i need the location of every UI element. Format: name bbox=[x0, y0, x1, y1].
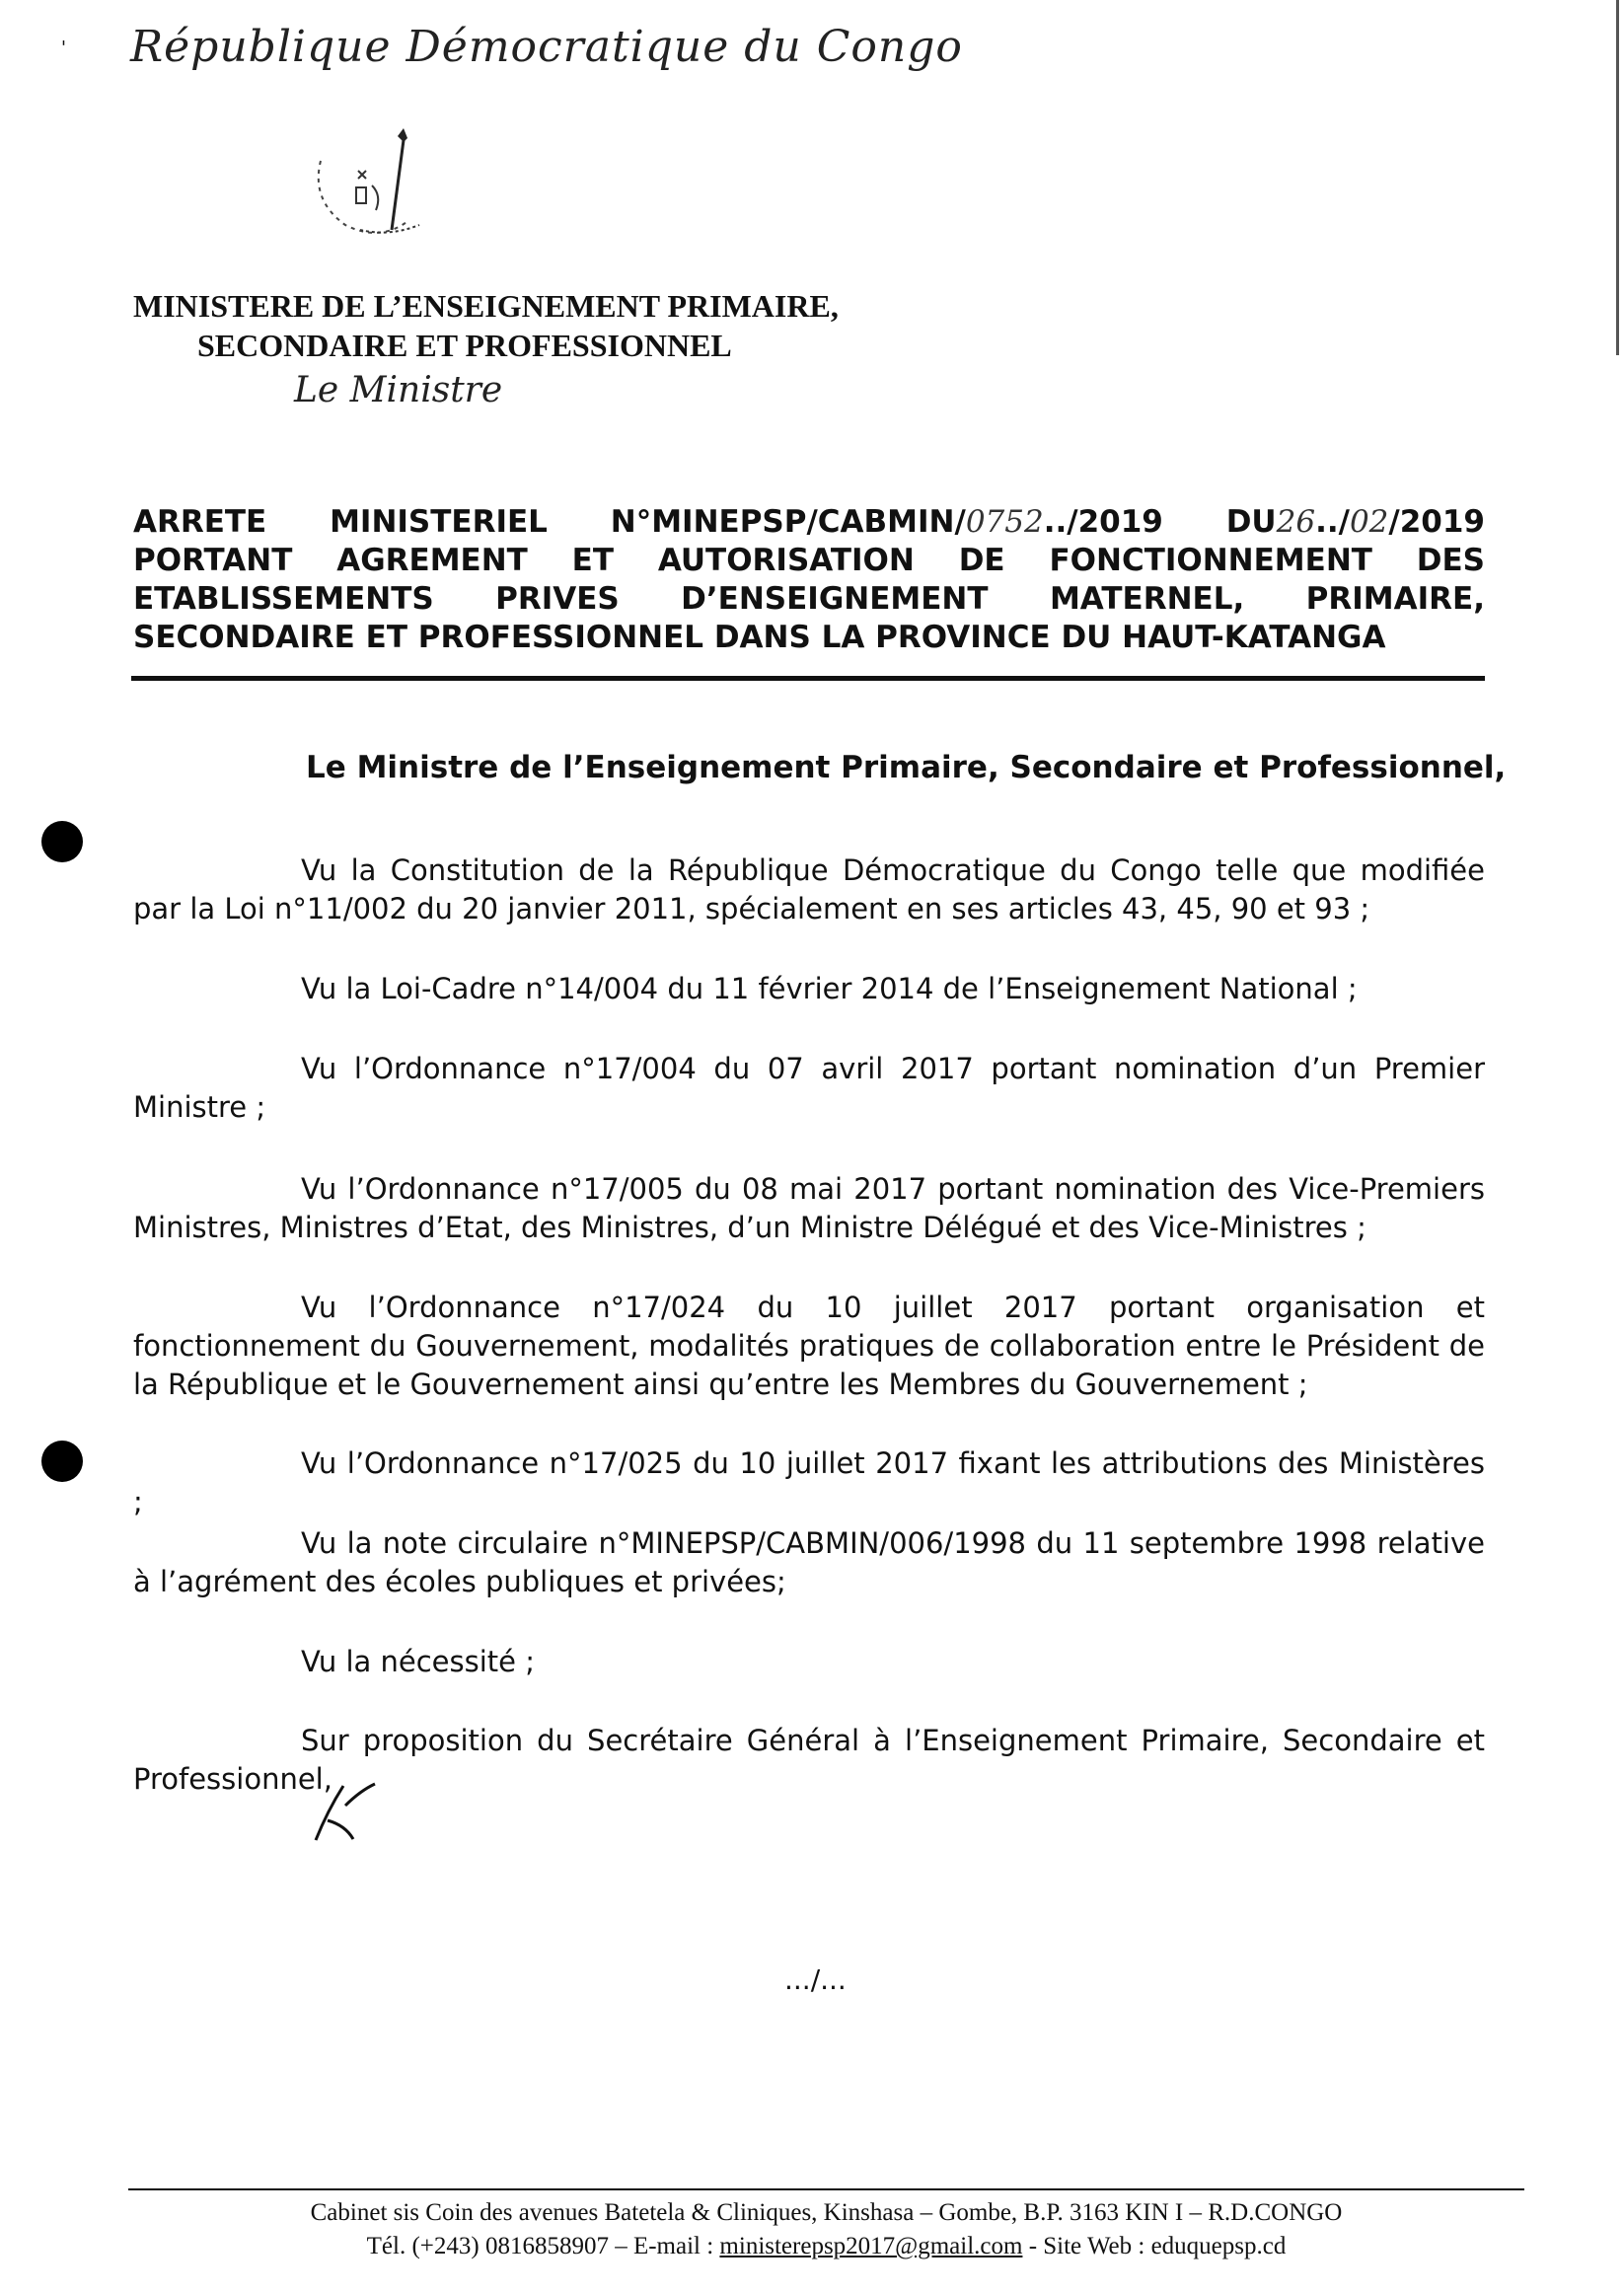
hole-punch-mark bbox=[41, 1441, 83, 1482]
republic-name: République Démocratique du Congo bbox=[130, 22, 963, 72]
hole-punch-mark bbox=[41, 821, 83, 862]
footer-contact: Tél. (+243) 0816858907 – E-mail : ministerepsp2017@gmail.com - Site Web : eduquepsp.cd bbox=[366, 2233, 1287, 2259]
ministry-name bbox=[133, 286, 839, 365]
minister-heading: Le Ministre de l’Enseignement Primaire, Secondaire et Professionnel, bbox=[306, 750, 1507, 785]
ministry-line-2: SECONDAIRE ET PROFESSIONNEL bbox=[197, 328, 732, 363]
scan-edge bbox=[1616, 0, 1619, 355]
paragraph-constitution: Vu la Constitution de la République Démocratique du Congo telle que modifiée par la Loi n°11/002 du 20 janvier 2011, spécialement en ses articles 43, 45, 90 et 93 ; bbox=[133, 853, 1485, 925]
le-ministre-script: Le Ministre bbox=[294, 370, 503, 410]
page-continuation: .../... bbox=[784, 1963, 847, 1996]
title-row-3: ETABLISSEMENTS PRIVES D’ENSEIGNEMENT MATERNEL, PRIMAIRE, bbox=[133, 581, 1485, 617]
title-row-2: PORTANT AGREMENT ET AUTORISATION DE FONCTIONNEMENT DES bbox=[133, 543, 1485, 578]
paragraph-note-circulaire: Vu la note circulaire n°MINEPSP/CABMIN/006/1998 du 11 septembre 1998 relative à l’agrément des écoles publiques et privées; bbox=[133, 1526, 1485, 1598]
decree-month: 02 bbox=[1349, 504, 1389, 540]
ministry-line-1: MINISTERE DE L’ENSEIGNEMENT PRIMAIRE, bbox=[133, 288, 839, 324]
decree-day: 26 bbox=[1276, 504, 1316, 540]
footer-email: ministerepsp2017@gmail.com bbox=[719, 2233, 1023, 2259]
stray-mark: ' bbox=[61, 37, 66, 58]
title-row-4: SECONDAIRE ET PROFESSIONNEL DANS LA PROVINCE DU HAUT-KATANGA bbox=[133, 620, 1386, 655]
coat-of-arms-icon bbox=[301, 126, 459, 245]
paragraph-ordonnance-17-025: Vu l’Ordonnance n°17/025 du 10 juillet 2017 fixant les attributions des Ministères ; bbox=[133, 1446, 1485, 1518]
paragraph-ordonnance-17-024: Vu l’Ordonnance n°17/024 du 10 juillet 2017 portant organisation et fonctionnement du Gouvernement, modalités pratiques de collaboration entre le Président de la République et le Gouvernement ainsi qu’entre les Membres du Gouvernement ; bbox=[133, 1291, 1485, 1401]
initial-signature bbox=[306, 1776, 395, 1845]
title-underline bbox=[131, 676, 1485, 681]
decree-number: 0752 bbox=[965, 504, 1044, 540]
footer-divider bbox=[128, 2188, 1524, 2190]
decree-title bbox=[133, 503, 1485, 657]
paragraph-ordonnance-17-004: Vu l’Ordonnance n°17/004 du 07 avril 2017 portant nomination d’un Premier Ministre ; bbox=[133, 1052, 1485, 1124]
paragraph-ordonnance-17-005: Vu l’Ordonnance n°17/005 du 08 mai 2017 portant nomination des Vice-Premiers Ministres, Ministres d’Etat, des Ministres, d’un Ministre Délégué et des Vice-Ministres ; bbox=[133, 1172, 1485, 1244]
title-row-1: ARRETE MINISTERIEL N°MINEPSP/CABMIN/0752../2019 DU26../02/2019 bbox=[133, 504, 1485, 540]
paragraph-loi-cadre: Vu la Loi-Cadre n°14/004 du 11 février 2014 de l’Enseignement National ; bbox=[301, 972, 1358, 1005]
paragraph-necessite: Vu la nécessité ; bbox=[301, 1645, 535, 1678]
footer-address: Cabinet sis Coin des avenues Batetela & Cliniques, Kinshasa – Gombe, B.P. 3163 KIN I – R.D.CONGO bbox=[310, 2199, 1343, 2226]
paragraph-proposition: Sur proposition du Secrétaire Général à l’Enseignement Primaire, Secondaire et Professionnel, bbox=[133, 1724, 1485, 1796]
footer bbox=[128, 2196, 1524, 2263]
